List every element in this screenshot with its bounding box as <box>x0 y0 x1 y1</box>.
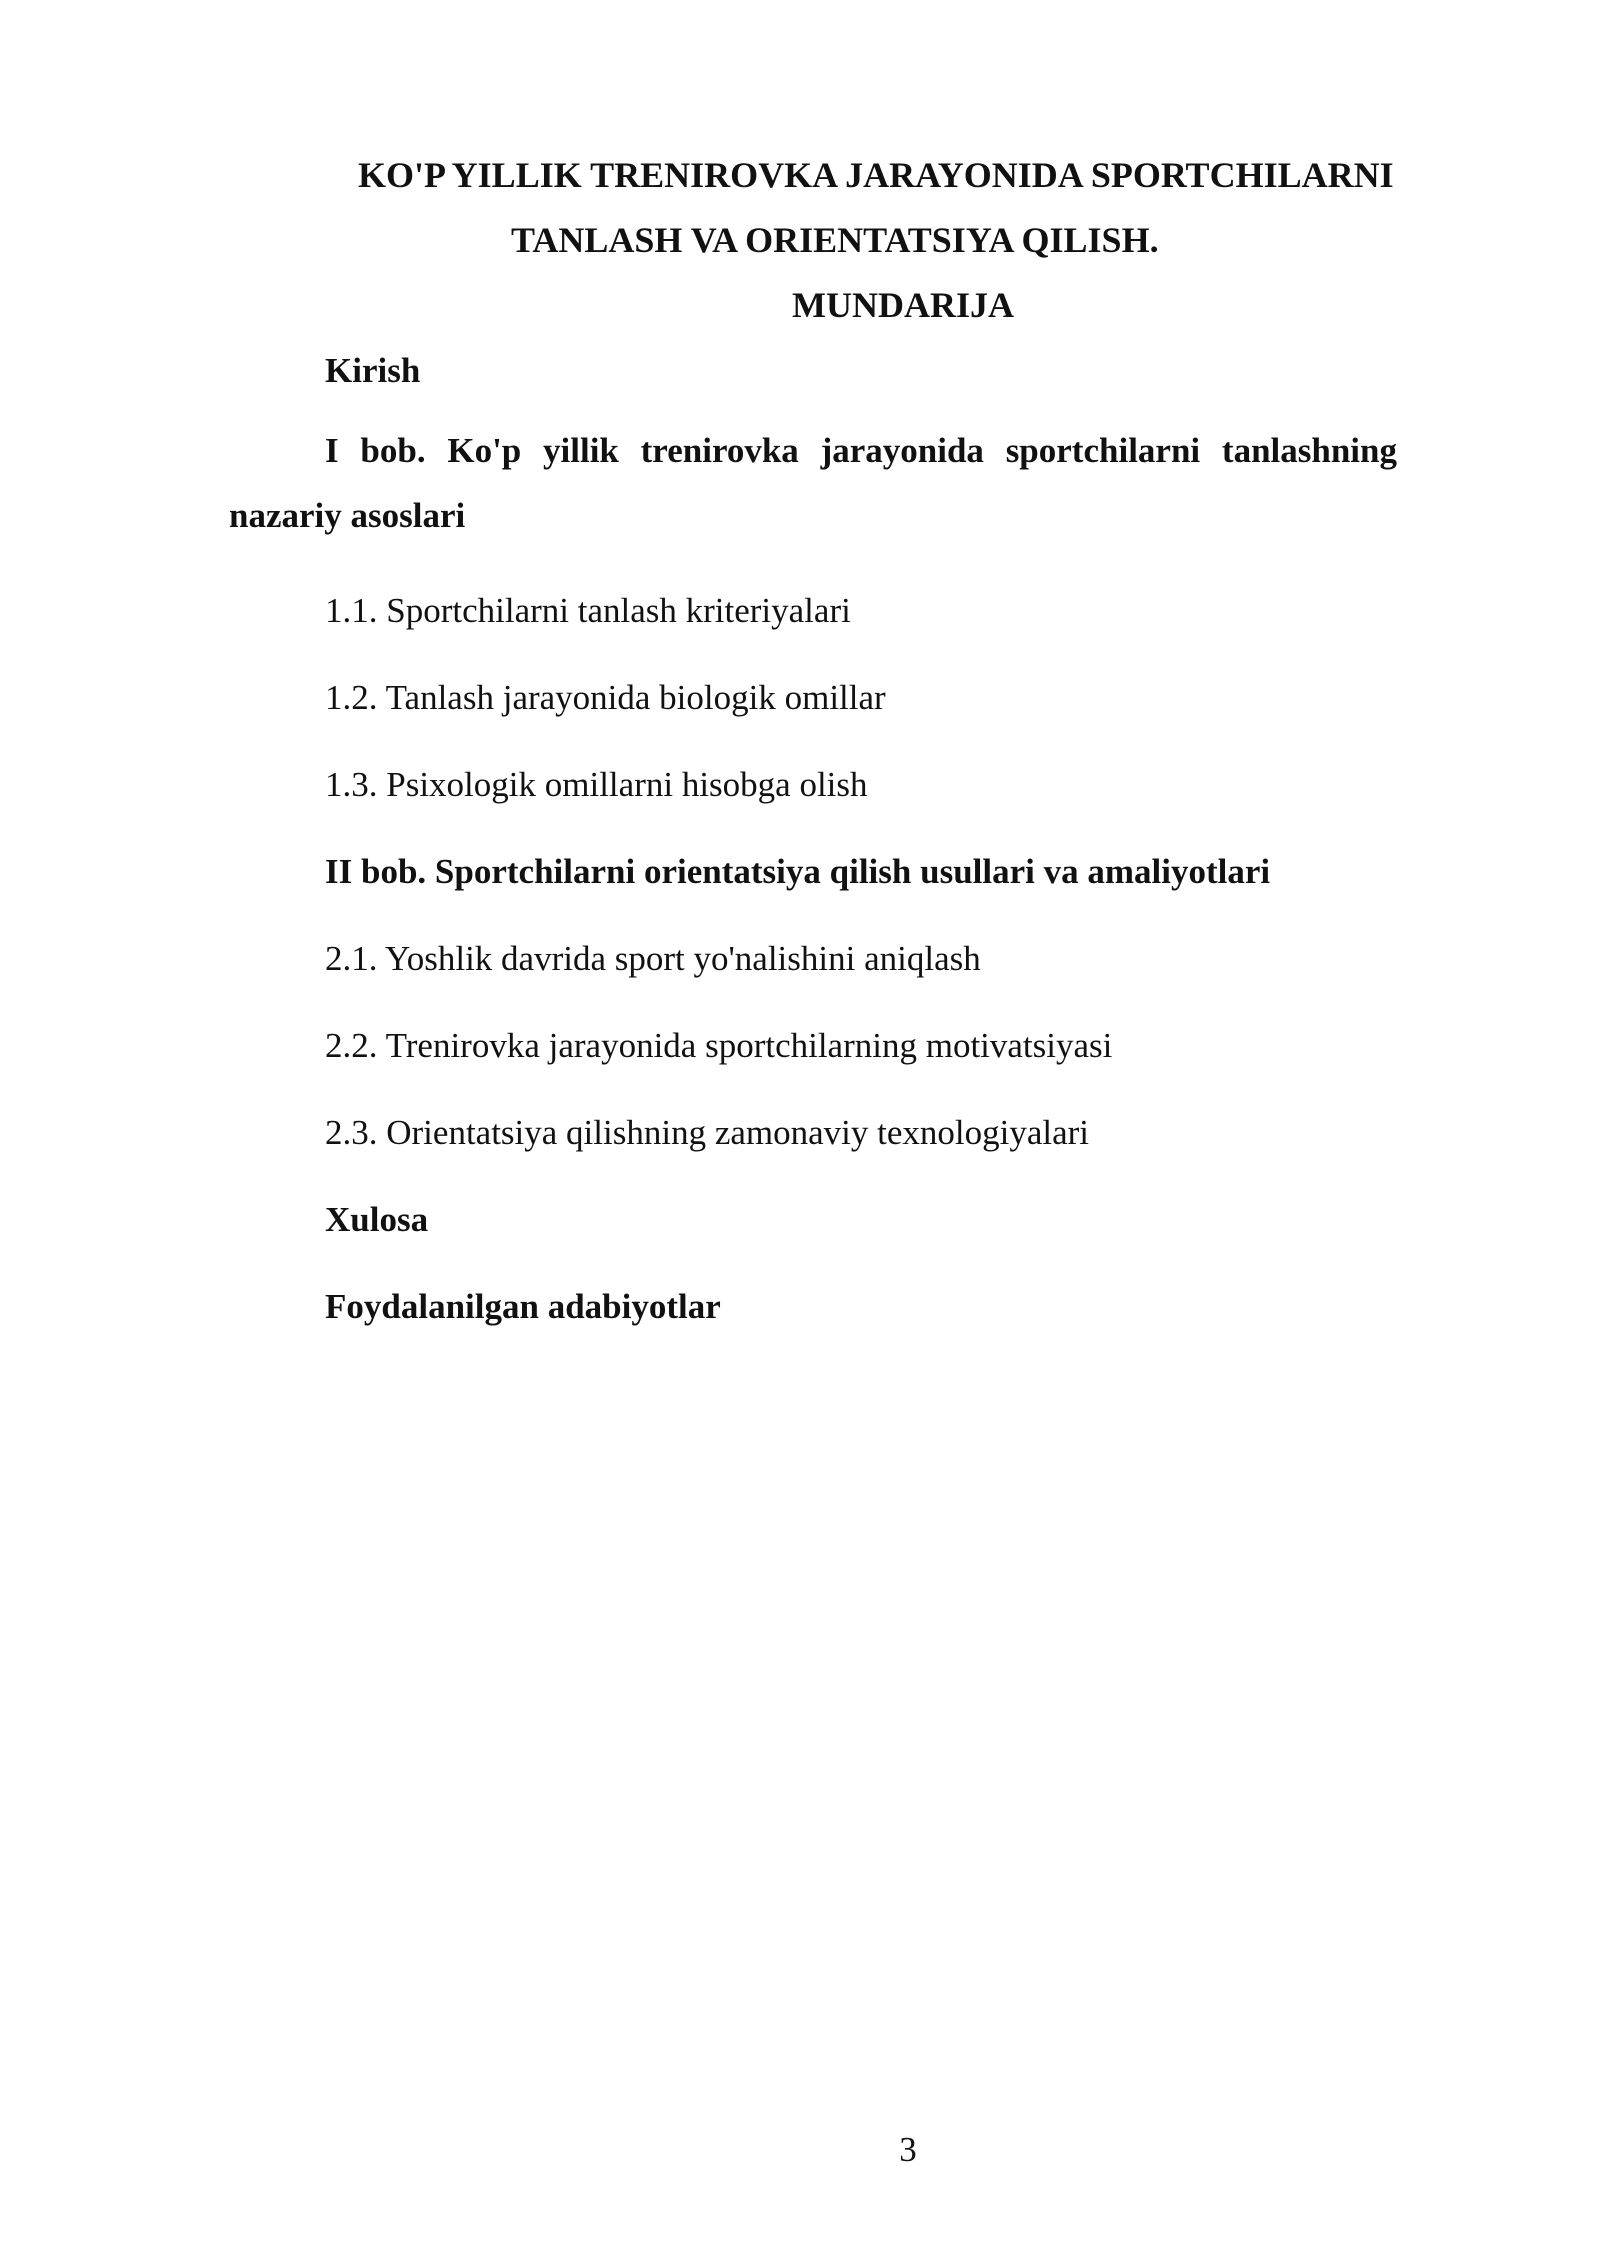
toc-entry-section-2-1: 2.1. Yoshlik davrida sport yo'nalishini aniqlash <box>325 939 981 978</box>
toc-entry-references: Foydalanilgan adabiyotlar <box>325 1287 721 1326</box>
toc-heading: MUNDARIJA <box>792 285 1014 325</box>
page-number: 3 <box>899 2130 917 2169</box>
toc-entry-chapter-2: II bob. Sportchilarni orientatsiya qilish usullari va amaliyotlari <box>325 852 1271 891</box>
toc-entry-section-2-3: 2.3. Orientatsiya qilishning zamonaviy texnologiyalari <box>325 1113 1090 1152</box>
toc-entry-section-1-2: 1.2. Tanlash jarayonida biologik omillar <box>325 678 886 717</box>
toc-entry-section-2-2: 2.2. Trenirovka jarayonida sportchilarning motivatsiyasi <box>325 1026 1113 1065</box>
toc-entry-section-1-3: 1.3. Psixologik omillarni hisobga olish <box>325 765 868 804</box>
toc-entry-conclusion: Xulosa <box>325 1200 429 1239</box>
document-title-line-2: TANLASH VA ORIENTATSIYA QILISH. <box>511 220 1159 260</box>
toc-entry-chapter-1: I bob. Ko'p yillik trenirovka jarayonida sportchilarni tanlashning nazariy asoslari <box>229 431 1397 535</box>
toc-entry-section-1-1: 1.1. Sportchilarni tanlash kriteriyalari <box>325 591 851 630</box>
toc-entry-intro: Kirish <box>325 351 421 390</box>
document-title-line-1: KO'P YILLIK TRENIROVKA JARAYONIDA SPORTCHILARNI <box>358 155 1394 195</box>
